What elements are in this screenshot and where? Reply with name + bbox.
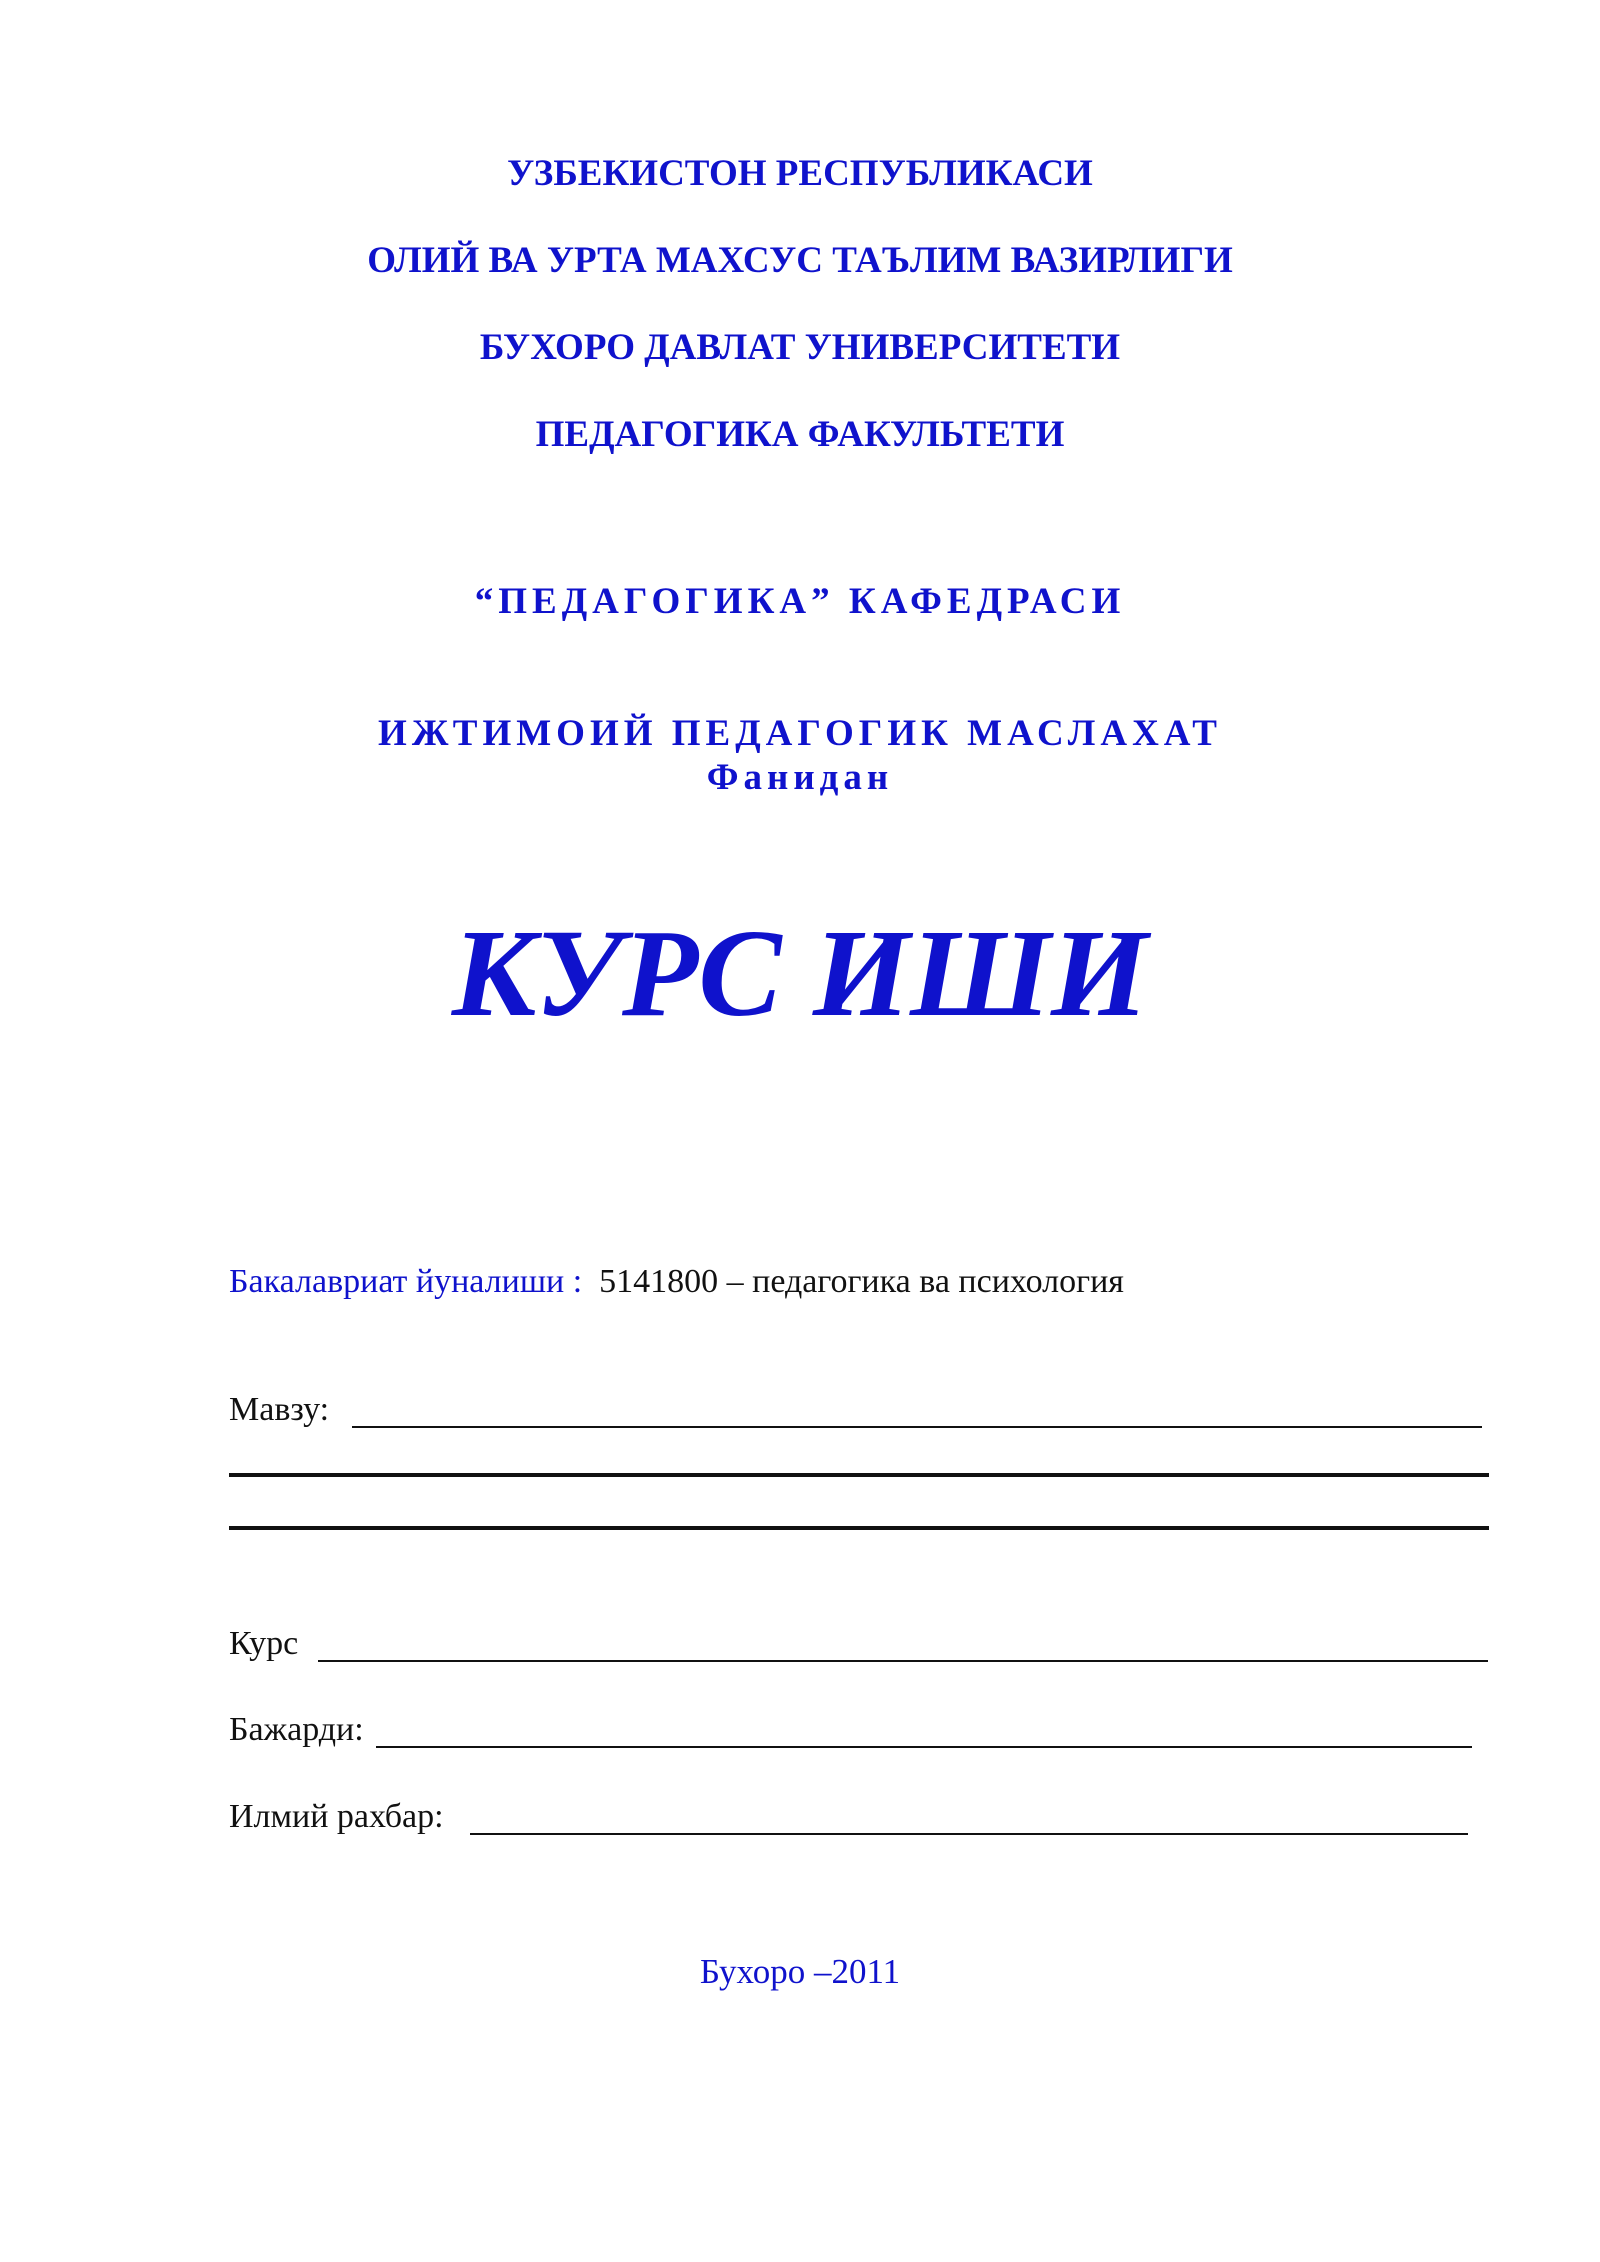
header-republic: УЗБЕКИСТОН РЕСПУБЛИКАСИ (507, 153, 1093, 194)
document-title: КУРС ИШИ (451, 905, 1149, 1043)
course-underline (318, 1660, 1488, 1662)
course-label: Курс (229, 1625, 299, 1662)
supervisor-underline (470, 1833, 1468, 1835)
city-year: Бухоро –2011 (699, 1952, 901, 1991)
header-ministry: ОЛИЙ ВА УРТА МАХСУС ТАЪЛИМ ВАЗИРЛИГИ (367, 240, 1233, 281)
topic-line-3 (229, 1526, 1489, 1530)
department-name: “ПЕДАГОГИКА” КАФЕДРАСИ (474, 581, 1126, 622)
supervisor-label: Илмий рахбар: (229, 1798, 444, 1835)
performed-label: Бажарди: (229, 1711, 364, 1748)
header-university: БУХОРО ДАВЛАТ УНИВЕРСИТЕТИ (479, 327, 1121, 368)
header-faculty: ПЕДАГОГИКА ФАКУЛЬТЕТИ (535, 414, 1065, 455)
topic-label: Мавзу: (229, 1391, 330, 1428)
topic-underline (352, 1426, 1482, 1428)
direction-value: 5141800 – педагогика ва психология (599, 1263, 1124, 1300)
topic-line-2 (229, 1473, 1489, 1477)
performed-underline (376, 1746, 1472, 1748)
subject-name: ИЖТИМОИЙ ПЕДАГОГИК МАСЛАХАТ (378, 713, 1222, 754)
subject-suffix: Фанидан (706, 757, 894, 798)
direction-label: Бакалавриат йуналиши : (229, 1263, 583, 1300)
direction-row (229, 1262, 1124, 1302)
